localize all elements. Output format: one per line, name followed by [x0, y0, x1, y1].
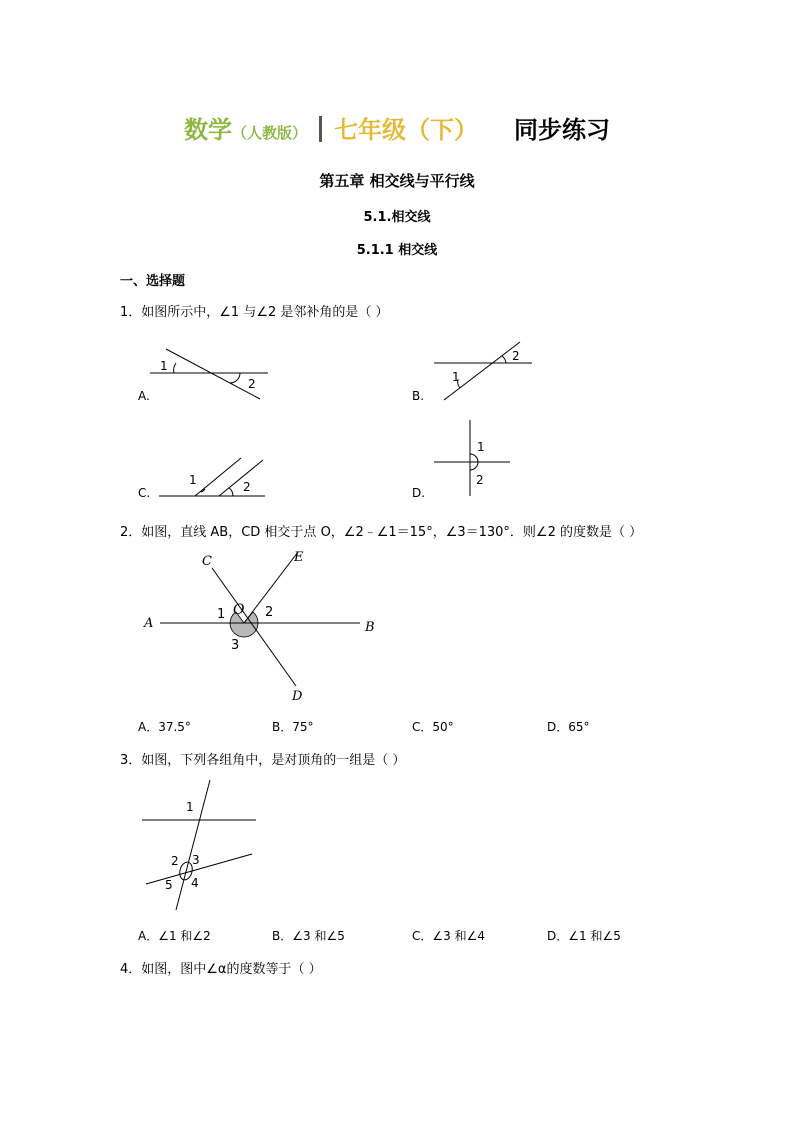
q1-option-d: D. — [412, 486, 426, 500]
q2-point-o: O — [233, 602, 245, 618]
q2-point-e: E — [294, 550, 304, 565]
q3-option-b: B．∠3 和∠5 — [272, 929, 345, 943]
question-1-text: 1．如图所示中，∠1 与∠2 是邻补角的是（ ） — [120, 305, 389, 320]
part-title: 一、选择题 — [120, 274, 186, 289]
q2-figure — [140, 548, 390, 708]
q3-figure — [138, 776, 268, 916]
q2-option-c: C．50° — [412, 720, 454, 734]
header-divider — [319, 116, 322, 142]
q3-angle-3-label: 3 — [192, 853, 200, 867]
q1-figure-b — [430, 340, 540, 402]
q1d-angle-1-label: 1 — [477, 440, 485, 454]
q1-option-c: C. — [138, 486, 151, 500]
q2-point-b: B — [365, 620, 375, 635]
exercise-type-label: 同步练习 — [514, 116, 610, 144]
question-2-text: 2．如图，直线 AB，CD 相交于点 O，∠2﹣∠1＝15°，∠3＝130°．则∠2 的度数是（ ） — [120, 525, 643, 540]
q2-option-d: D．65° — [547, 720, 590, 734]
worksheet-header — [0, 110, 794, 145]
subsection-title: 5.1.1 相交线 — [356, 243, 438, 258]
q1b-angle-1-label: 1 — [452, 370, 460, 384]
q2-point-c: C — [202, 554, 212, 569]
q3-option-a: A．∠1 和∠2 — [138, 929, 211, 943]
q1-option-a: A. — [138, 389, 150, 403]
edition-label: （人教版） — [231, 124, 307, 142]
q1-figure-d — [430, 418, 520, 498]
q1-figure-c — [155, 456, 275, 501]
question-4-text: 4．如图，图中∠α的度数等于（ ） — [120, 962, 322, 977]
q2-angle-1-label: 1 — [217, 607, 226, 622]
q3-option-c: C．∠3 和∠4 — [412, 929, 485, 943]
q2-option-b: B．75° — [272, 720, 314, 734]
q3-angle-1-label: 1 — [186, 800, 194, 814]
q3-angle-5-label: 5 — [165, 878, 173, 892]
q1-option-b: B. — [412, 389, 425, 403]
q2-point-a: A — [144, 616, 154, 631]
grade-label: 七年级（下） — [334, 116, 478, 144]
q3-option-d: D．∠1 和∠5 — [547, 929, 621, 943]
q2-point-d: D — [292, 689, 303, 704]
q1a-angle-1-label: 1 — [160, 359, 168, 373]
q1-figure-a — [150, 345, 280, 405]
question-3-text: 3．如图，下列各组角中，是对顶角的一组是（ ） — [120, 753, 406, 768]
q3-angle-2-label: 2 — [171, 854, 179, 868]
q1a-angle-2-label: 2 — [248, 377, 256, 391]
q1c-angle-1-label: 1 — [189, 473, 197, 487]
chapter-title: 第五章 相交线与平行线 — [319, 172, 475, 190]
q3-angle-4-label: 4 — [191, 876, 199, 890]
q2-angle-2-label: 2 — [265, 605, 274, 620]
q1d-angle-2-label: 2 — [476, 473, 484, 487]
q1b-angle-2-label: 2 — [512, 349, 520, 363]
section-title: 5.1.相交线 — [363, 210, 431, 225]
q1c-angle-2-label: 2 — [243, 480, 251, 494]
subject-label: 数学 — [183, 116, 232, 144]
q2-angle-3-label: 3 — [231, 638, 240, 653]
q2-option-a: A．37.5° — [138, 720, 191, 734]
